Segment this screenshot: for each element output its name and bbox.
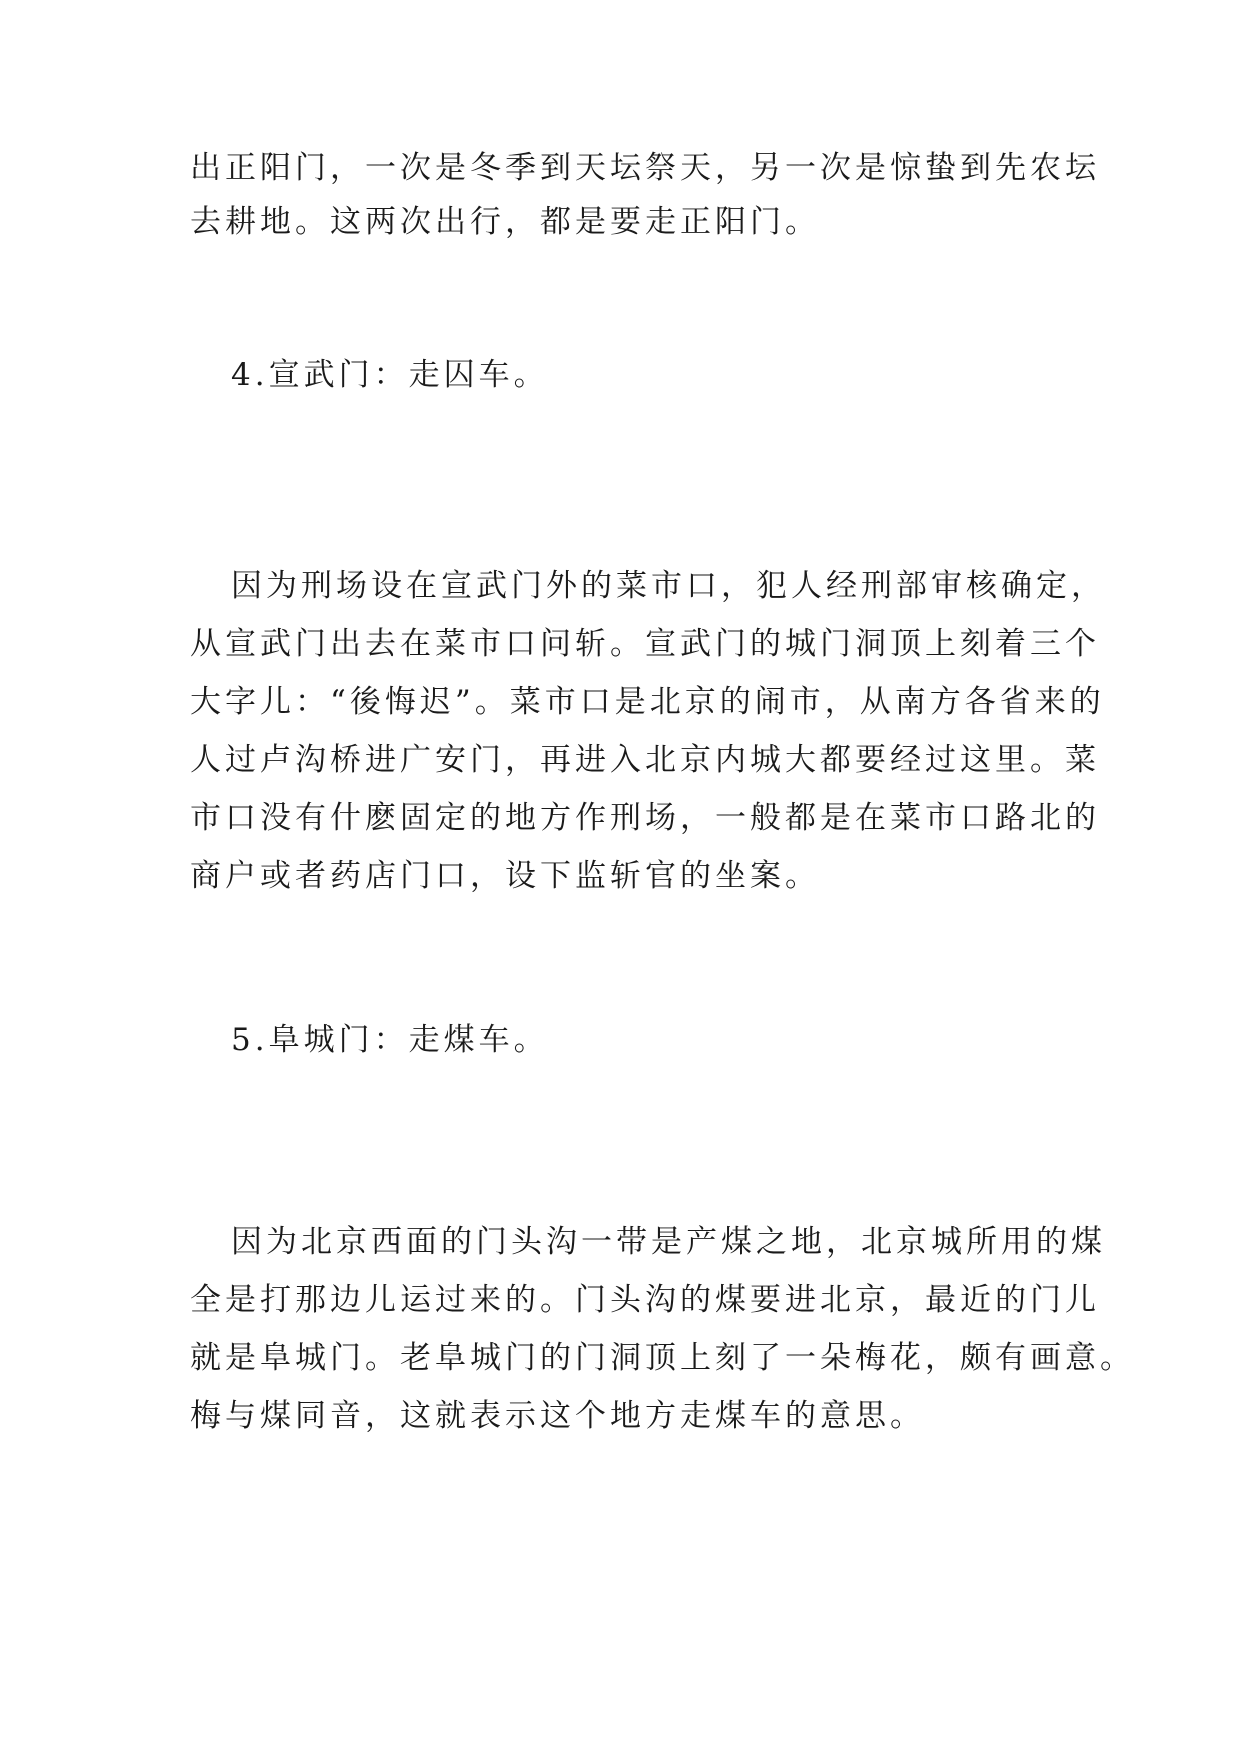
paragraph-3-line-3: 就是阜城门。老阜城门的门洞顶上刻了一朵梅花，颇有画意。 [190, 1340, 1135, 1376]
heading-fuchengmen: 5.阜城门：走煤车。 [231, 1022, 549, 1058]
paragraph-3-line-4: 梅与煤同音，这就表示这个地方走煤车的意思。 [190, 1398, 925, 1434]
paragraph-3-line-1: 因为北京西面的门头沟一带是产煤之地，北京城所用的煤 [231, 1224, 1106, 1260]
heading-xuanwumen: 4.宣武门：走囚车。 [231, 357, 549, 393]
paragraph-2-line-6: 商户或者药店门口，设下监斩官的坐案。 [190, 858, 820, 894]
paragraph-2-line-1: 因为刑场设在宣武门外的菜市口，犯人经刑部审核确定， [231, 568, 1106, 604]
paragraph-2-line-5: 市口没有什麽固定的地方作刑场，一般都是在菜市口路北的 [190, 800, 1100, 836]
paragraph-2-line-3: 大字儿：“後悔迟”。菜市口是北京的闹市，从南方各省来的 [190, 684, 1105, 720]
paragraph-2-line-2: 从宣武门出去在菜市口问斩。宣武门的城门洞顶上刻着三个 [190, 626, 1100, 662]
paragraph-3-line-2: 全是打那边儿运过来的。门头沟的煤要进北京，最近的门儿 [190, 1282, 1100, 1318]
paragraph-2-line-4: 人过卢沟桥进广安门，再进入北京内城大都要经过这里。菜 [190, 742, 1100, 778]
paragraph-1-line-2: 去耕地。这两次出行，都是要走正阳门。 [190, 204, 820, 240]
paragraph-1-line-1: 出正阳门，一次是冬季到天坛祭天，另一次是惊蛰到先农坛 [190, 150, 1100, 186]
